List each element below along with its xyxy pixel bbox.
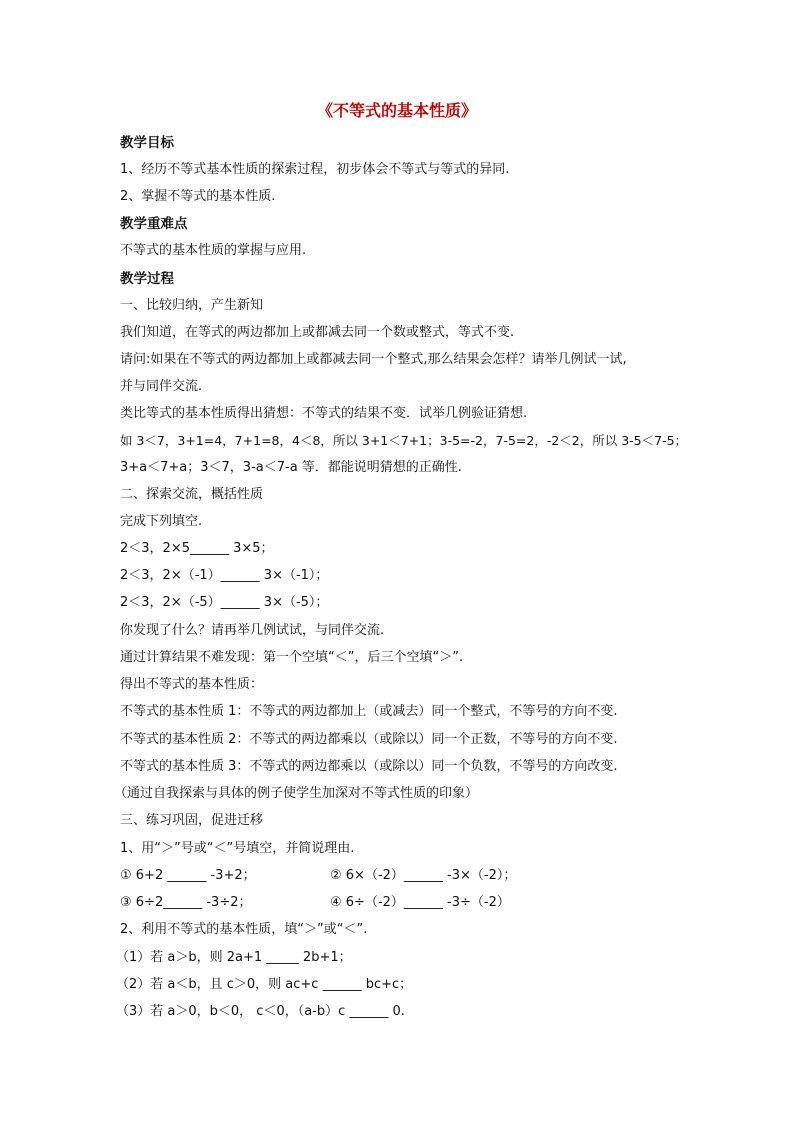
doc-title: 《不等式的基本性质》 <box>316 101 477 120</box>
s2-paragraph-1: 完成下列填空. <box>120 514 203 529</box>
goal-1: 1、经历不等式基本性质的探索过程，初步体会不等式与等式的异同. <box>120 162 510 177</box>
s1-paragraph-2a: 请问:如果在不等式的两边都加上或都减去同一个整式,那么结果会怎样？请举几例试一试, <box>120 352 627 367</box>
s1-paragraph-2b: 并与同伴交流. <box>120 379 203 394</box>
exercise-2-1: （1）若 a＞b，则 2a+1 _____ 2b+1； <box>116 950 352 965</box>
s2-fill-2: 2＜3，2×（-1）______ 3×（-1）； <box>120 568 329 583</box>
s1-paragraph-3: 类比等式的基本性质得出猜想：不等式的结果不变．试举几例验证猜想. <box>120 406 528 421</box>
exercise-1-b: ② 6×（-2）______ -3×（-2）； <box>330 868 517 883</box>
exercise-1: 1、用“＞”号或“＜”号填空，并简说理由. <box>120 841 355 856</box>
s2-fill-3: 2＜3，2×（-5）______ 3×（-5）； <box>120 595 329 610</box>
s1-paragraph-4a: 如 3＜7，3+1=4，7+1=8，4＜8，所以 3+1＜7+1；3-5=-2，7-5=2，-2＜2，所以 3-5＜7-5； <box>120 433 688 448</box>
exercise-1-c: ③ 6÷2______ -3÷2； <box>120 895 252 910</box>
heading-key-points: 教学重难点 <box>120 216 188 232</box>
exercise-2-2: （2）若 a＜b，且 c＞0，则 ac+c ______ bc+c； <box>116 977 413 992</box>
s2-paragraph-3: 通过计算结果不难发现：第一个空填“＜”，后三个空填“＞”. <box>120 650 464 665</box>
exercise-2-3: （3）若 a＞0，b＜0， c＜0，（a-b）c ______ 0. <box>116 1004 405 1019</box>
exercise-1-a: ① 6+2 ______ -3+2； <box>120 868 256 883</box>
exercise-1-d: ④ 6÷（-2）______ -3÷（-2） <box>330 895 510 910</box>
goal-2: 2、掌握不等式的基本性质. <box>120 189 276 204</box>
s1-paragraph-4b: 3+a＜7+a；3＜7，3-a＜7-a 等．都能说明猜想的正确性. <box>120 460 462 475</box>
property-2: 不等式的基本性质 2：不等式的两边都乘以（或除以）同一个正数，不等号的方向不变. <box>120 732 618 747</box>
s1-paragraph-1: 我们知道，在等式的两边都加上或都减去同一个数或整式，等式不变. <box>120 325 515 340</box>
property-3: 不等式的基本性质 3：不等式的两边都乘以（或除以）同一个负数，不等号的方向改变. <box>120 759 618 774</box>
property-1: 不等式的基本性质 1：不等式的两边都加上（或减去）同一个整式，不等号的方向不变. <box>120 704 618 719</box>
s2-paragraph-4: 得出不等式的基本性质： <box>120 677 264 692</box>
heading-process: 教学过程 <box>120 271 174 287</box>
section-3-title: 三、练习巩固，促进迁移 <box>120 813 264 828</box>
section-1-title: 一、比较归纳，产生新知 <box>120 298 264 313</box>
section-2-title: 二、探索交流，概括性质 <box>120 487 264 502</box>
s2-note: （通过自我探索与具体的例子使学生加深对不等式性质的印象） <box>114 786 479 801</box>
s2-fill-1: 2＜3，2×5______ 3×5； <box>120 541 274 556</box>
heading-goals: 教学目标 <box>120 135 174 151</box>
exercise-2: 2、利用不等式的基本性质，填“＞”或“＜”. <box>120 922 368 937</box>
key-point-1: 不等式的基本性质的掌握与应用. <box>120 243 307 258</box>
s2-paragraph-2: 你发现了什么？请再举几例试试，与同伴交流. <box>120 623 385 638</box>
